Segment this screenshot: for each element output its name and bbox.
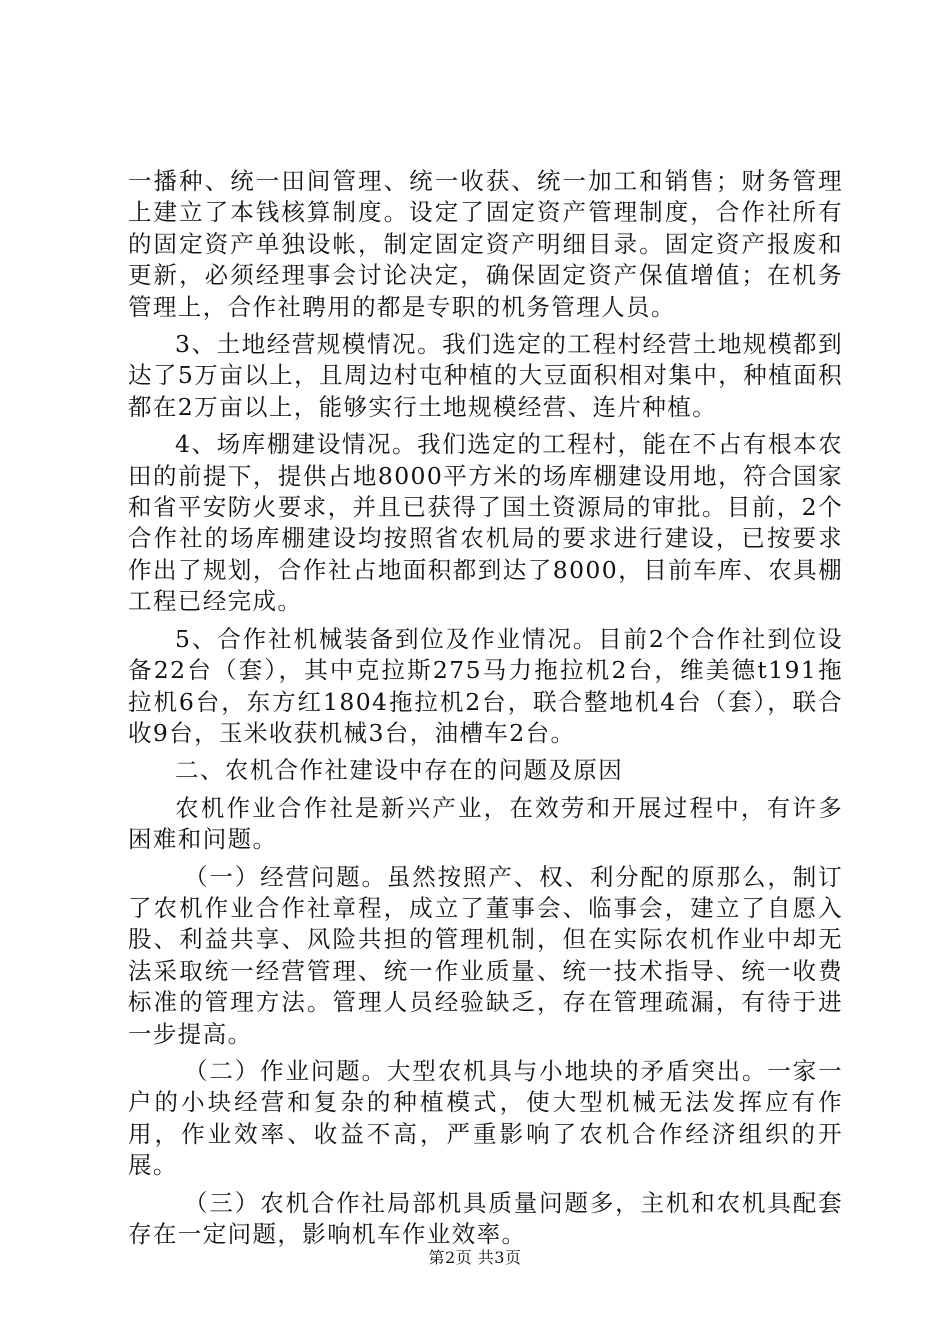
paragraph-shed-construction: 4、场库棚建设情况。我们选定的工程村，能在不占有根本农田的前提下，提供占地8000平方米的场库棚建设用地，符合国家和省平安防火要求，并且已获得了国土资源局的审批。目前，2个合作社的场库棚建设均按照省农机局的要求进行建设，已按要求作出了规划，合作社占地面积都到达了8000，目前车库、农具棚工程已经完成。: [128, 430, 843, 616]
paragraph-land-scale: 3、土地经营规模情况。我们选定的工程村经营土地规模都到达了5万亩以上，且周边村屯种植的大豆面积相对集中，种植面积都在2万亩以上，能够实行土地规模经营、连片种植。: [128, 330, 843, 421]
page-number-footer: 第2页 共3页: [428, 1248, 522, 1267]
paragraph-management-issues: （一）经营问题。虽然按照产、权、利分配的原那么，制订了农机作业合作社章程，成立了董事会、临事会，建立了自愿入股、利益共享、风险共担的管理机制，但在实际农机作业中却无法采取统一经营管理、统一作业质量、统一技术指导、统一收费标准的管理方法。管理人员经验缺乏，存在管理疏漏，有待于进一步提高。: [128, 862, 843, 1048]
paragraph-equipment: 5、合作社机械装备到位及作业情况。目前2个合作社到位设备22台（套），其中克拉斯275马力拖拉机2台，维美德t191拖拉机6台，东方红1804拖拉机2台，联合整地机4台（套），联合收9台，玉米收获机械3台，油槽车2台。: [128, 624, 843, 747]
section-heading-problems: 二、农机合作社建设中存在的问题及原因: [175, 756, 624, 785]
paragraph-operation-issues: （二）作业问题。大型农机具与小地块的矛盾突出。一家一户的小块经营和复杂的种植模式，使大型机械无法发挥应有作用，作业效率、收益不高，严重影响了农机合作经济组织的开展。: [128, 1056, 843, 1180]
paragraph-quality-issues: （三）农机合作社局部机具质量问题多，主机和农机具配套存在一定问题，影响机车作业效率。: [128, 1188, 843, 1248]
paragraph-problems-intro: 农机作业合作社是新兴产业，在效劳和开展过程中，有许多困难和问题。: [128, 793, 843, 854]
paragraph-continuation: 一播种、统一田间管理、统一收获、统一加工和销售；财务管理上建立了本钱核算制度。设定了固定资产管理制度，合作社所有的固定资产单独设帐，制定固定资产明细目录。固定资产报废和更新，必须经理事会讨论决定，确保固定资产保值增值；在机务管理上，合作社聘用的都是专职的机务管理人员。: [128, 167, 843, 321]
document-body: [128, 166, 843, 1256]
